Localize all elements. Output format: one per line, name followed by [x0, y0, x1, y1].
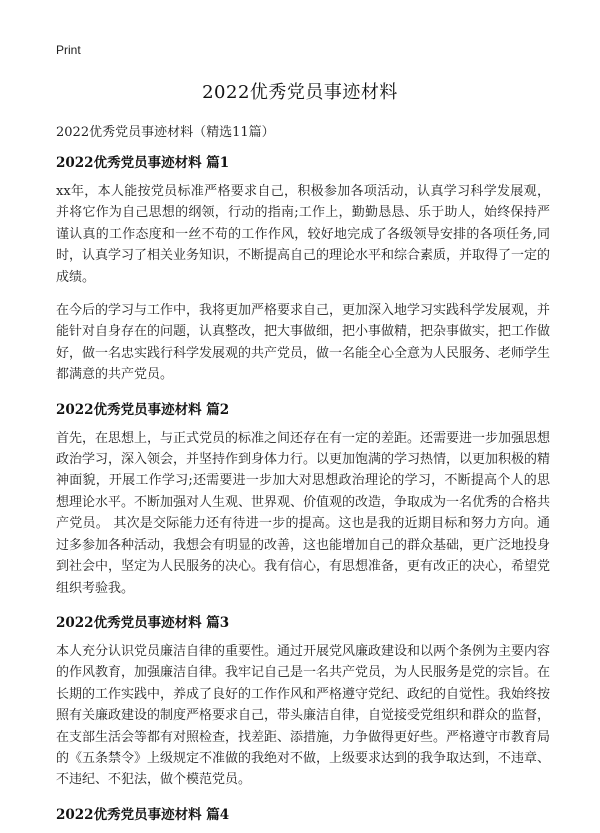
section-4	[56, 803, 550, 823]
paragraph: xx年，本人能按党员标准严格要求自己，积极参加各项活动，认真学习科学发展观，并将它作为自己思想的纲领，行动的指南;工作上，勤勤恳恳、乐于助人，始终保持严谨认真的工作态度和一丝不苟的工作作风，较好地完成了各级领导安排的各项任务,同时，认真学习了相关业务知识，不断提高自己的理论水平和综合素质，并取得了一定的成绩。	[56, 184, 551, 285]
paragraph: 本人充分认识党员廉洁自律的重要性。通过开展党风廉政建设和以两个条例为主要内容的作风教育，加强廉洁自律。我牢记自己是一名共产党员，为人民服务是党的宗旨。在长期的工作实践中，养成了良好的工作作风和严格遵守党纪、政纪的自觉性。我始终按照有关廉政建设的制度严格要求自己，带头廉洁自律，自觉接受党组织和群众的监督，在支部生活会等都有对照检查，找差距、添措施，力争做得更好些。严格遵守市教育局的《五条禁令》上级规定不准做的我绝对不做，上级要求达到的我争取达到，不违章、不违纪、不犯法，做个模范党员。	[56, 643, 551, 788]
document-subtitle: 2022优秀党员事迹材料（精选11篇）	[56, 125, 275, 140]
section-heading: 2022优秀党员事迹材料 篇3	[56, 614, 230, 631]
section-heading: 2022优秀党员事迹材料 篇2	[56, 401, 230, 418]
section-heading: 2022优秀党员事迹材料 篇4	[56, 806, 230, 823]
section-2	[56, 398, 550, 599]
paragraph: 在今后的学习与工作中，我将更加严格要求自己，更加深入地学习实践科学发展观，并能针对自身存在的问题，认真整改，把大事做细，把小事做精，把杂事做实，把工作做好，做一名忠实践行科学发展观的共产党员，做一名能全心全意为人民服务、老师学生都满意的共产党员。	[56, 303, 551, 383]
section-heading: 2022优秀党员事迹材料 篇1	[56, 155, 230, 171]
document-body	[56, 151, 550, 833]
print-label: Print	[56, 43, 81, 57]
document-title: 2022优秀党员事迹材料	[202, 82, 398, 103]
section-1	[56, 151, 550, 386]
paragraph: 首先，在思想上，与正式党员的标准之间还存在有一定的差距。还需要进一步加强思想政治学习，深入领会，并坚持作到身体力行。以更加饱满的学习热情，以更加积极的精神面貌，开展工作学习;还需要进一步加大对思想政治理论的学习，不断提高个人的思想理论水平。不断加强对人生观、世界观、价值观的改造，争取成为一名优秀的合格共产党员。 其次是交际能力还有待进一步的提高。这也是我的近期目标和努力方向。通过多参加各种活动，我想会有明显的改善，这也能增加自己的群众基础，更广泛地投身到社会中，坚定为人民服务的决心。我有信心，有思想准备，更有改正的决心，希望党组织考验我。	[56, 430, 551, 596]
section-3	[56, 611, 550, 791]
